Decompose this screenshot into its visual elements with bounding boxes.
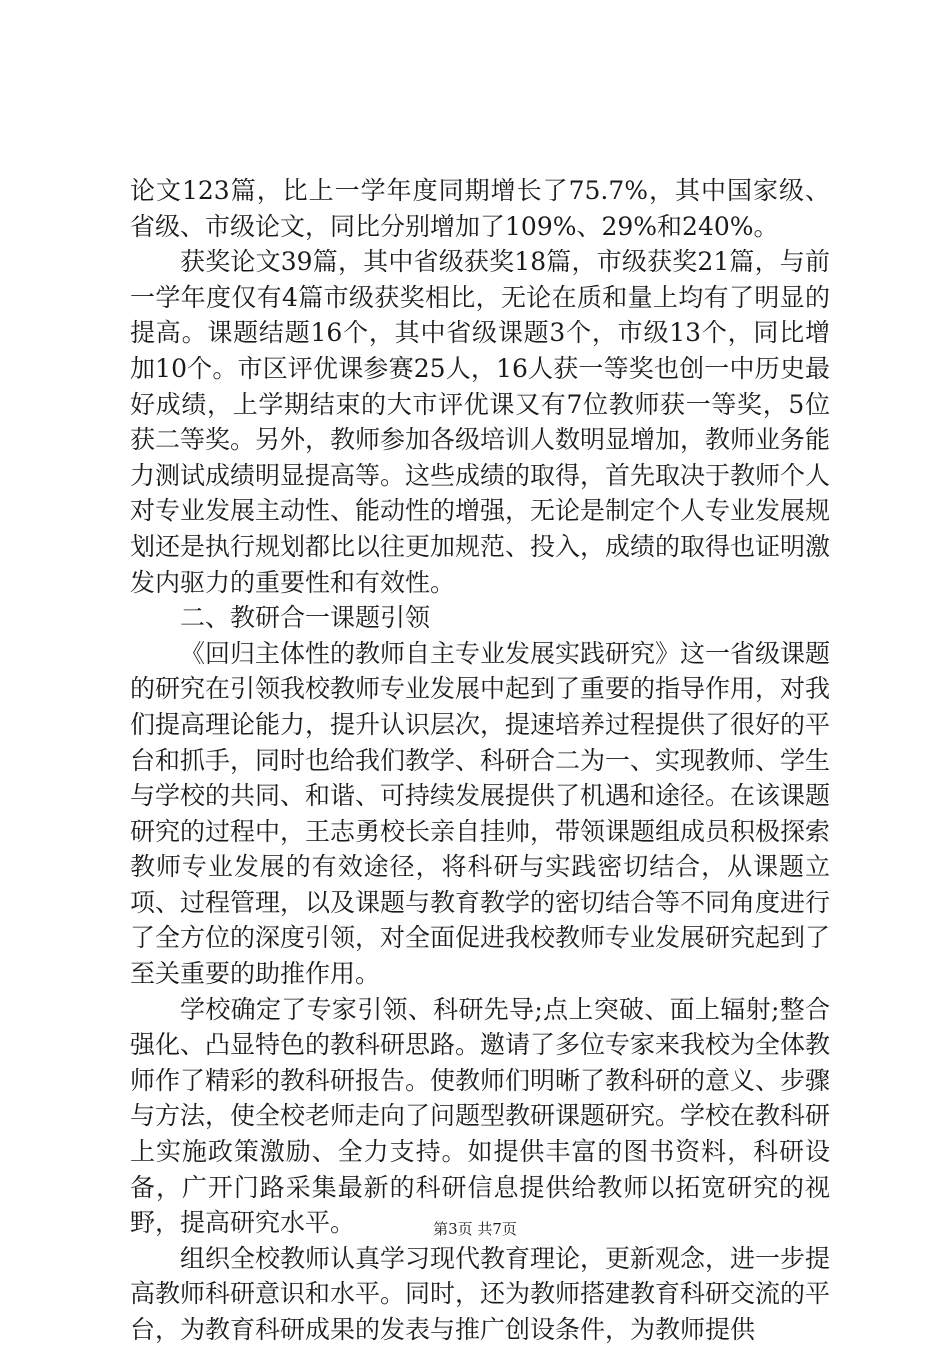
paragraph-research-approach: 学校确定了专家引领、科研先导;点上突破、面上辐射;整合强化、凸显特色的教科研思路。邀请了多位专家来我校为全体教师作了精彩的教科研报告。使教师们明晰了教科研的意义、步骤与方法，使全校老师走向了问题型教研课题研究。学校在教科研上实施政策激励、全力支持。如提供丰富的图书资料，科研设备，广开门路采集最新的科研信息提供给教师以拓宽研究的视野，提高研究水平。 bbox=[130, 994, 831, 1238]
paragraph-continuation: 论文123篇，比上一学年度同期增长了75.7%，其中国家级、省级、市级论文，同比分别增加了109%、29%和240%。 bbox=[130, 176, 830, 241]
document-body bbox=[130, 173, 830, 1348]
section-heading: 二、教研合一课题引领 bbox=[180, 603, 431, 633]
paragraph-awards: 获奖论文39篇，其中省级获奖18篇，市级获奖21篇，与前一学年度仅有4篇市级获奖相比，无论在质和量上均有了明显的提高。课题结题16个，其中省级课题3个，市级13个，同比增加10个。市区评优课参赛25人，16人获一等奖也创一中历史最好成绩，上学期结束的大市评优课又有7位教师获一等奖，5位获二等奖。另外，教师参加各级培训人数明显增加，教师业务能力测试成绩明显提高等。这些成绩的取得，首先取决于教师个人对专业发展主动性、能动性的增强，无论是制定个人专业发展规划还是执行规划都比以往更加规范、投入，成绩的取得也证明激发内驱力的重要性和有效性。 bbox=[130, 247, 831, 597]
paragraph-teacher-study: 组织全校教师认真学习现代教育理论，更新观念，进一步提高教师科研意识和水平。同时，还为教师搭建教育科研交流的平台，为教育科研成果的发表与推广创设条件，为教师提供 bbox=[130, 1243, 831, 1344]
page-number-footer: 第3页 共7页 bbox=[433, 1220, 517, 1238]
paragraph-research-topic: 《回归主体性的教师自主专业发展实践研究》这一省级课题的研究在引领我校教师专业发展中起到了重要的指导作用，对我们提高理论能力，提升认识层次，提速培养过程提供了很好的平台和抓手，同时也给我们教学、科研合二为一、实现教师、学生与学校的共同、和谐、可持续发展提供了机遇和途径。在该课题研究的过程中，王志勇校长亲自挂帅，带领课题组成员积极探索教师专业发展的有效途径，将科研与实践密切结合，从课题立项、过程管理，以及课题与教育教学的密切结合等不同角度进行了全方位的深度引领，对全面促进我校教师专业发展研究起到了至关重要的助推作用。 bbox=[130, 638, 831, 989]
